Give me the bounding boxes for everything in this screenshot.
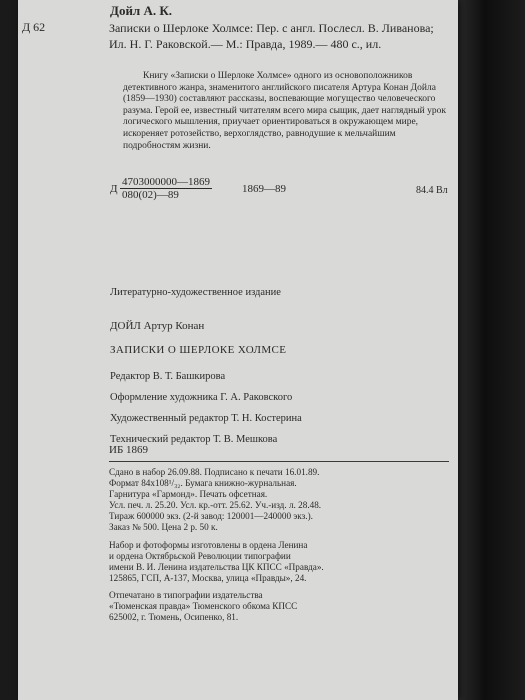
press-line: 125865, ГСП, А-137, Москва, улица «Правды», 24. — [109, 573, 307, 583]
bbk-code: 84.4 Вл — [416, 185, 448, 196]
imprint-line: Тираж 600000 экз. (2-й завод: 120001—240000 экз.). — [109, 511, 313, 521]
credit-editor: Редактор В. Т. Башкирова — [110, 371, 226, 382]
imprint-line: Формат 84х108¹/₃₂. Бумага книжно-журнальная. — [109, 478, 297, 488]
fraction-code: 1869—89 — [242, 183, 286, 195]
imprint-rule — [109, 461, 449, 462]
book-title: ЗАПИСКИ О ШЕРЛОКЕ ХОЛМСЕ — [110, 344, 287, 356]
edition-type: Литературно-художественное издание — [110, 287, 281, 298]
press-line: имени В. И. Ленина издательства ЦК КПСС «Правда». — [109, 562, 324, 572]
credit-illustrator: Оформление художника Г. А. Раковского — [110, 392, 293, 403]
credit-art-editor: Художественный редактор Т. Н. Костерина — [110, 413, 302, 424]
imprint-line: Сдано в набор 26.09.88. Подписано к печати 16.01.89. — [109, 467, 320, 477]
fraction-prefix: Д — [110, 183, 118, 195]
catalog-bibliography: Записки о Шерлоке Холмсе: Пер. с англ. Послесл. В. Ливанова; Ил. Н. Г. Раковской.— М.: Правда, 1989.— 480 с., ил. — [109, 21, 434, 51]
press-line: и ордена Октябрьской Революции типографии — [109, 551, 291, 561]
book-page — [18, 0, 458, 700]
book-spine — [458, 0, 525, 700]
printed-line: Отпечатано в типографии издательства — [109, 590, 263, 600]
imprint-line: Заказ № 500. Цена 2 р. 50 к. — [109, 522, 218, 532]
press-line: Набор и фотоформы изготовлены в ордена Ленина — [109, 540, 308, 550]
fraction-numerator: 4703000000—1869 — [122, 176, 210, 188]
printed-line: 625002, г. Тюмень, Осипенко, 81. — [109, 612, 239, 622]
catalog-code: Д 62 — [22, 20, 46, 34]
imprint-line: Усл. печ. л. 25.20. Усл. кр.-отт. 25.62. Уч.-изд. л. 28.48. — [109, 500, 322, 510]
ib-number: ИБ 1869 — [109, 444, 149, 456]
imprint-line: Гарнитура «Гармонд». Печать офсетная. — [109, 489, 268, 499]
fraction-denominator: 080(02)—89 — [122, 189, 179, 201]
printed-line: «Тюменская правда» Тюменского обкома КПСС — [109, 601, 298, 611]
author-full-name: ДОЙЛ Артур Конан — [110, 320, 205, 332]
catalog-author: Дойл А. К. — [110, 3, 173, 18]
annotation: Книгу «Записки о Шерлоке Холмсе» одного из основоположников детективного жанра, знаменитого английского писателя Артура Конан Дойла (1859—1930) составляют рассказы, воспевающие могущество человеческого разума. Герой ее, известный читателям всего мира сыщик, дает наглядный урок логического мышления, приучает ориентироваться в окружающем мире, искореняет ротозейство, верхоглядство, равнодушие к мельчайшим подробностям жизни. — [123, 71, 446, 151]
credit-tech-editor: Технический редактор Т. В. Мешкова — [110, 434, 278, 445]
catalog-fraction — [120, 176, 212, 201]
